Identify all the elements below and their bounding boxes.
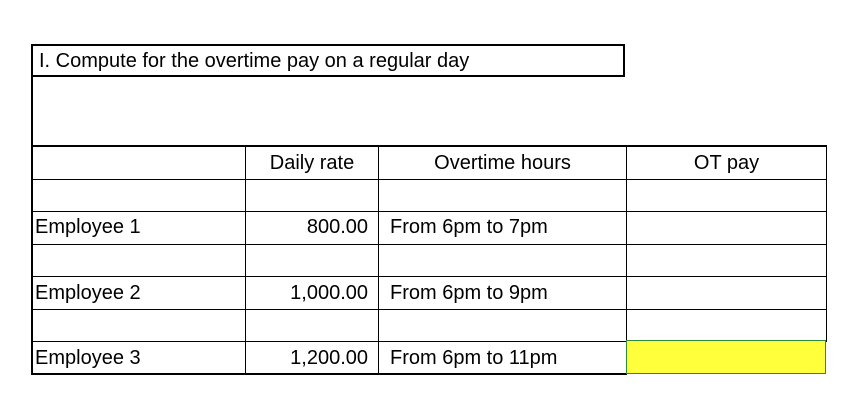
row-divider <box>31 211 827 212</box>
header-overtime-hours[interactable]: Overtime hours <box>434 152 571 174</box>
table-bottom-border <box>31 373 627 375</box>
problem-title: I. Compute for the overtime pay on a regular day <box>31 44 625 77</box>
row-divider <box>31 244 827 245</box>
column-divider <box>245 145 246 375</box>
daily-rate-cell[interactable]: 1,000.00 <box>290 282 368 304</box>
daily-rate-cell[interactable]: 800.00 <box>306 216 368 238</box>
table-top-border <box>31 145 827 147</box>
header-daily-rate[interactable]: Daily rate <box>269 152 355 174</box>
selected-cell-border <box>626 340 826 374</box>
column-divider <box>378 145 379 375</box>
employee-name-cell[interactable]: Employee 3 <box>35 347 141 369</box>
table-right-border <box>826 145 827 341</box>
overtime-hours-cell[interactable]: From 6pm to 9pm <box>390 282 548 304</box>
row-divider <box>31 309 827 310</box>
daily-rate-cell[interactable]: 1,200.00 <box>290 347 368 369</box>
row-divider <box>31 179 827 180</box>
overtime-hours-cell[interactable]: From 6pm to 7pm <box>390 216 548 238</box>
table-left-border <box>31 145 33 375</box>
employee-name-cell[interactable]: Employee 2 <box>35 282 141 304</box>
row-divider <box>31 276 827 277</box>
employee-name-cell[interactable]: Employee 1 <box>35 216 141 238</box>
overtime-hours-cell[interactable]: From 6pm to 11pm <box>390 347 558 369</box>
header-ot-pay[interactable]: OT pay <box>693 152 760 174</box>
title-left-border <box>31 77 33 145</box>
